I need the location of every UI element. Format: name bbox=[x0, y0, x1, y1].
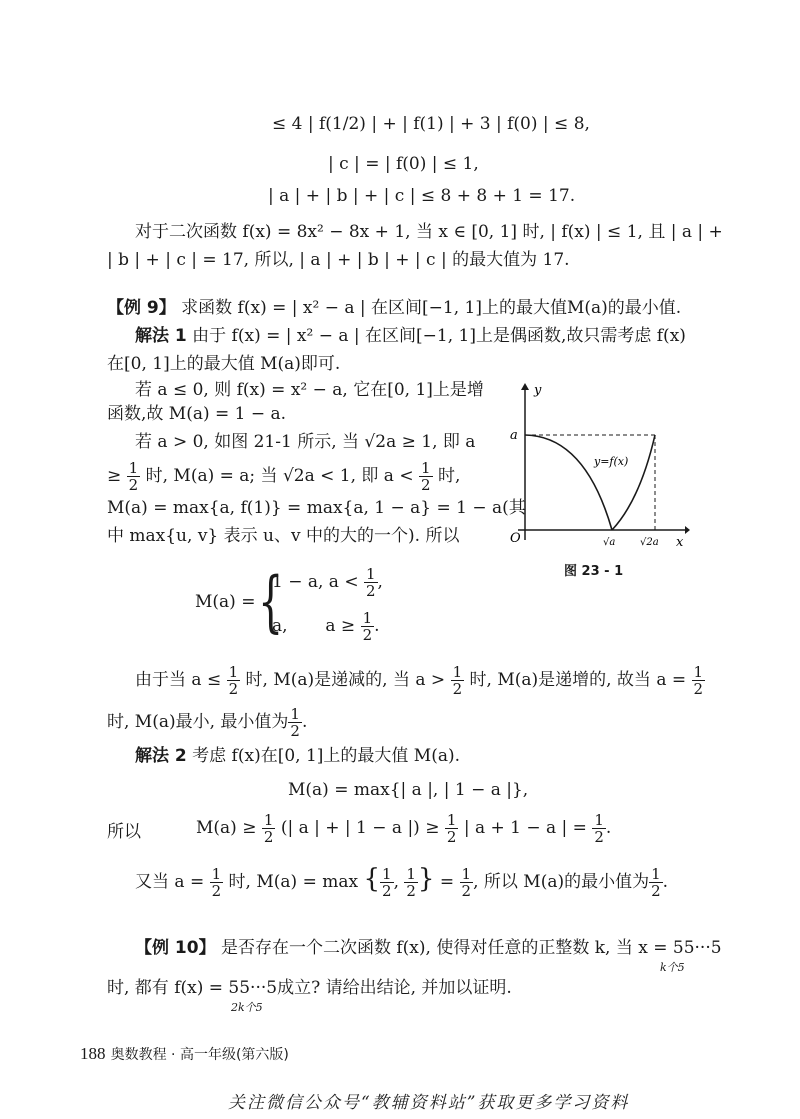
solution-2-text: 考虑 f(x)在[0, 1]上的最大值 M(a). bbox=[192, 746, 461, 766]
inequality-line-2: | c | = | f(0) | ≤ 1, bbox=[328, 154, 479, 174]
fraction-half: $\frac{1}{2}$ bbox=[128, 459, 139, 494]
a-label: a bbox=[510, 428, 518, 443]
sqrt-2a-label: √2a bbox=[640, 537, 659, 548]
paragraph-line-13: M(a) = max{a, f(1)} = max{a, 1 − a} = 1 − a(其 bbox=[107, 498, 526, 518]
fraction-half: $\frac{1}{2}$ bbox=[651, 865, 661, 900]
sqrt-a-label: √a bbox=[603, 537, 616, 548]
case-2-end: . bbox=[374, 616, 380, 636]
solution-2-heading bbox=[135, 744, 460, 768]
case-1-end: , bbox=[377, 572, 383, 592]
line-15-c: 时, M(a)是递增的, 故当 a = bbox=[469, 670, 687, 690]
fraction-half: $\frac{1}{2}$ bbox=[382, 865, 392, 900]
example-10-text: 是否存在一个二次函数 f(x), 使得对任意的正整数 k, 当 x = 55···5 bbox=[220, 938, 722, 958]
fraction-half: $\frac{1}{2}$ bbox=[362, 609, 373, 644]
fraction-half: $\frac{1}{2}$ bbox=[263, 811, 274, 846]
line-15-b: 时, M(a)是递减的, 当 a > bbox=[245, 670, 446, 690]
paragraph-line-20 bbox=[135, 866, 668, 899]
fraction-half: $\frac{1}{2}$ bbox=[446, 811, 457, 846]
paragraph-line-4: 对于二次函数 f(x) = 8x² − 8x + 1, 当 x ∈ [0, 1] 时, | f(x) | ≤ 1, 且 | a | + bbox=[135, 222, 723, 242]
solution-2-label: 解法 2 bbox=[135, 746, 187, 766]
equation-inequality bbox=[196, 812, 611, 845]
paragraph-line-12 bbox=[107, 460, 460, 493]
example-9-label: 【例 9】 bbox=[107, 298, 176, 318]
paragraph-line-14: 中 max{u, v} 表示 u、v 中的大的一个). 所以 bbox=[107, 526, 460, 546]
line-20-b: 时, M(a) = max bbox=[228, 872, 359, 892]
case-2-text: a, a ≥ bbox=[272, 616, 356, 636]
example-9-text: 求函数 f(x) = | x² − a | 在区间[−1, 1]上的最大值M(a)的最小值. bbox=[181, 298, 682, 318]
left-brace: { bbox=[258, 563, 284, 640]
line-12-end: 时, bbox=[437, 466, 461, 486]
eq-19-b: (| a | + | 1 − a |) ≥ bbox=[280, 818, 440, 838]
eq-19-c: | a + 1 − a | = bbox=[463, 818, 587, 838]
curve-increasing bbox=[612, 435, 655, 530]
underbrace-label-1: k个5 bbox=[660, 961, 685, 974]
line-20-end: . bbox=[662, 872, 669, 892]
line-12-middle: 时, M(a) = a; 当 √2a < 1, 即 a < bbox=[145, 466, 414, 486]
right-brace-small: } bbox=[417, 864, 435, 894]
figure-caption: 图 23 - 1 bbox=[564, 564, 624, 579]
figure-23-1 bbox=[490, 380, 690, 580]
piecewise-case-1 bbox=[272, 566, 383, 599]
line-16-end: . bbox=[301, 712, 308, 732]
eq-19-end: . bbox=[605, 818, 612, 838]
line-20-d: , 所以 M(a)的最小值为 bbox=[473, 872, 650, 892]
paragraph-line-5: | b | + | c | = 17, 所以, | a | + | b | + | c | 的最大值为 17. bbox=[107, 250, 570, 270]
paragraph-line-16 bbox=[107, 706, 307, 739]
comma: , bbox=[393, 872, 399, 892]
inequality-line-3: | a | + | b | + | c | ≤ 8 + 8 + 1 = 17. bbox=[268, 186, 576, 206]
curve-decreasing bbox=[525, 435, 612, 530]
paragraph-line-15 bbox=[135, 664, 705, 697]
function-label: y=f(x) bbox=[594, 455, 629, 468]
example-10-label: 【例 10】 bbox=[135, 938, 216, 958]
watermark-text: 关注微信公众号“教辅资料站”获取更多学习资料 bbox=[228, 1093, 630, 1113]
example-9-heading bbox=[107, 296, 681, 320]
geq-sign: ≥ bbox=[107, 466, 122, 486]
y-axis-arrow-icon bbox=[521, 383, 529, 390]
line-20-a: 又当 a = bbox=[135, 872, 205, 892]
page-number: 188 bbox=[80, 1044, 106, 1063]
fraction-half: $\frac{1}{2}$ bbox=[228, 663, 239, 698]
underbrace-label-2: 2k个5 bbox=[231, 1001, 263, 1014]
line-16-a: 时, M(a)最小, 最小值为 bbox=[107, 712, 289, 732]
eq-19-a: M(a) ≥ bbox=[196, 818, 257, 838]
so-prefix: 所以 bbox=[107, 822, 141, 842]
inequality-line-1: ≤ 4 | f(1/2) | + | f(1) | + 3 | f(0) | ≤ 8, bbox=[272, 114, 590, 134]
y-label: y bbox=[534, 383, 542, 398]
x-label: x bbox=[676, 535, 684, 550]
origin-label: O bbox=[510, 531, 521, 546]
line-15-a: 由于当 a ≤ bbox=[135, 670, 222, 690]
fraction-half: $\frac{1}{2}$ bbox=[693, 663, 704, 698]
fraction-half: $\frac{1}{2}$ bbox=[211, 865, 222, 900]
paragraph-line-10: 函数,故 M(a) = 1 − a. bbox=[107, 404, 287, 424]
paragraph-line-8: 在[0, 1]上的最大值 M(a)即可. bbox=[107, 354, 341, 374]
fraction-half: $\frac{1}{2}$ bbox=[366, 565, 376, 600]
fraction-half: $\frac{1}{2}$ bbox=[290, 705, 300, 740]
page-footer bbox=[80, 1044, 289, 1064]
fraction-half: $\frac{1}{2}$ bbox=[421, 459, 431, 494]
example-10-heading bbox=[135, 936, 722, 960]
solution-1-heading bbox=[135, 324, 686, 348]
left-brace-small: { bbox=[363, 864, 381, 894]
solution-1-text: 由于 f(x) = | x² − a | 在区间[−1, 1]上是偶函数,故只需考虑 f(x) bbox=[192, 326, 686, 346]
x-axis-arrow-icon bbox=[685, 526, 690, 534]
fraction-half: $\frac{1}{2}$ bbox=[461, 865, 472, 900]
paragraph-line-11: 若 a > 0, 如图 21-1 所示, 当 √2a ≥ 1, 即 a bbox=[135, 432, 476, 452]
solution-1-label: 解法 1 bbox=[135, 326, 187, 346]
equation-max: M(a) = max{| a |, | 1 − a |}, bbox=[288, 780, 529, 800]
book-title: 奥数教程 · 高一年级(第六版) bbox=[110, 1047, 289, 1063]
case-1-text: 1 − a, a < bbox=[272, 572, 359, 592]
fraction-half: $\frac{1}{2}$ bbox=[452, 663, 463, 698]
paragraph-line-22: 时, 都有 f(x) = 55···5成立? 请给出结论, 并加以证明. bbox=[107, 978, 512, 998]
paragraph-line-9: 若 a ≤ 0, 则 f(x) = x² − a, 它在[0, 1]上是增 bbox=[135, 380, 484, 400]
function-graph bbox=[490, 380, 690, 580]
fraction-half: $\frac{1}{2}$ bbox=[594, 811, 604, 846]
fraction-half: $\frac{1}{2}$ bbox=[406, 865, 416, 900]
piecewise-case-2 bbox=[272, 610, 380, 643]
piecewise-lhs: M(a) = bbox=[195, 592, 256, 612]
line-20-c: = bbox=[439, 872, 455, 892]
